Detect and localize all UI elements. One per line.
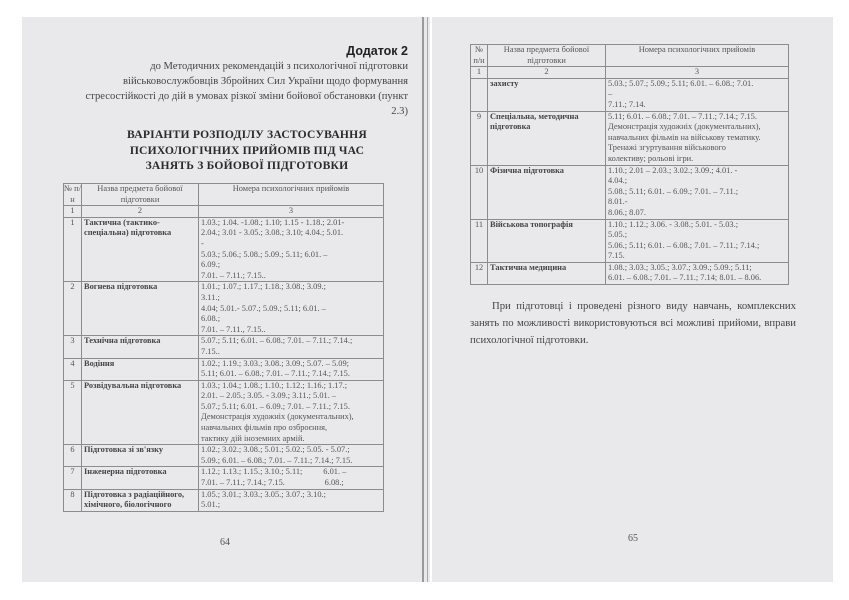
row-number: 6 [64, 445, 82, 467]
row-number: 4 [64, 358, 82, 380]
row-techniques: 1.02.; 3.02.; 3.08.; 5.01.; 5.02.; 5.05. - 5.07.; 5.09.; 6.01. – 6.08.; 7.01. – 7.11.; 7.14.; 7.15. [199, 445, 384, 467]
row-techniques: 5.03.; 5.07.; 5.09.; 5.11; 6.01. – 6.08.; 7.01. – 7.11.; 7.14. [606, 78, 789, 111]
document-title [82, 127, 412, 174]
row-subject: Підготовка з радіаційного, хімічного, біологічного [82, 489, 199, 511]
row-subject: захисту [488, 78, 606, 111]
row-number [471, 78, 488, 111]
title-line: ЗАНЯТЬ З БОЙОВОЇ ПІДГОТОВКИ [145, 159, 349, 172]
row-techniques: 1.03.; 1.04. -1.08.; 1.10; 1.15 - 1.18.; 2.01- 2.04.; 3.01 - 3.05.; 3.08.; 3.10; 4.04.; 5.01. - 5.03.; 5.06.; 5.08.; 5.09.; 5.11; 6.01. – 6.09.; 7.01. – 7.11.; 7.15.. [199, 217, 384, 282]
book-spine [422, 17, 424, 582]
row-techniques: 1.10.; 1.12.; 3.06. - 3.08.; 5.01. - 5.03.; 5.05.; 5.06.; 5.11; 6.01. – 6.08.; 7.01. – 7.11.; 7.14.; 7.15. [606, 219, 789, 262]
row-techniques: 1.02.; 1.19.; 3.03.; 3.08.; 3.09.; 5.07. – 5.09; 5.11; 6.01. – 6.08.; 7.01. – 7.11.; 7.14.; 7.15. [199, 358, 384, 380]
table-row [64, 217, 384, 282]
body-paragraph: При підготовці і проведені різного виду навчань, комплексних занять по можливості використовуються всі можливі прийоми, вправи психологічної підготовки. [470, 300, 796, 346]
header-techniques: Номера психологічних прийомів [606, 45, 789, 67]
table-row [64, 489, 384, 511]
row-techniques: 5.11; 6.01. – 6.08.; 7.01. – 7.11.; 7.14.; 7.15. Демонстрація художніх (документальних), навчальних фільмів на військову тематику. Тренажі згуртування військового колективу; рольові ігри. [606, 111, 789, 165]
row-number: 12 [471, 262, 488, 284]
row-number: 11 [471, 219, 488, 262]
title-line: ВАРІАНТИ РОЗПОДІЛУ ЗАСТОСУВАННЯ [127, 128, 367, 141]
row-techniques: 5.07.; 5.11; 6.01. – 6.08.; 7.01. – 7.11.; 7.14.; 7.15.. [199, 336, 384, 358]
book-spine-edge [427, 17, 428, 582]
row-number: 9 [471, 111, 488, 165]
index-cell: 2 [82, 206, 199, 218]
row-techniques: 1.05.; 3.01.; 3.03.; 3.05.; 3.07.; 3.10.; 5.01.; [199, 489, 384, 511]
row-number: 10 [471, 165, 488, 219]
table-row [64, 445, 384, 467]
row-subject: Військова топографія [488, 219, 606, 262]
row-subject: Підготовка зі зв'язку [82, 445, 199, 467]
table-index-row [64, 206, 384, 218]
row-number: 2 [64, 282, 82, 336]
row-subject: Фізична підготовка [488, 165, 606, 219]
header-subject: Назва предмета бойової підготовки [488, 45, 606, 67]
header-techniques: Номера психологічних прийомів [199, 184, 384, 206]
index-cell: 3 [606, 67, 789, 79]
title-line: ПСИХОЛОГІЧНИХ ПРИЙОМІВ ПІД ЧАС [129, 143, 365, 157]
row-number: 3 [64, 336, 82, 358]
page-number: 65 [628, 533, 638, 544]
appendix-title: Додаток 2 [346, 44, 408, 58]
table-row [471, 165, 789, 219]
row-techniques: 1.01.; 1.07.; 1.17.; 1.18.; 3.08.; 3.09.; 3.11.; 4.04; 5.01.- 5.07.; 5.09.; 5.11; 6.01. – 6.08.; 7.01. – 7.11., 7.15.. [199, 282, 384, 336]
row-number: 5 [64, 380, 82, 445]
page-right [432, 17, 833, 582]
row-subject: Водіння [82, 358, 199, 380]
header-number: № п/н [471, 45, 488, 67]
table-row [64, 336, 384, 358]
header-subject: Назва предмета бойової підготовки [82, 184, 199, 206]
appendix-subtitle: до Методичних рекомендацій з психологічної підготовки військовослужбовців Збройних Сил України щодо формування стресостійкості до дій в умовах різкої зміни бойової обстановки (пункт 2.3) [85, 61, 408, 117]
table-row [64, 358, 384, 380]
row-techniques: 1.03.; 1.04.; 1.08.; 1.10.; 1.12.; 1.16.; 1.17.; 2.01. – 2.05.; 3.05. - 3.09.; 3.11.; 5.01. – 5.07.; 5.11; 6.01. – 6.09.; 7.01. – 7.11.; 7.15. Демонстрація художніх (документальних), навчальних фільмів про озброєння, тактику дій іноземних армій. [199, 380, 384, 445]
row-subject: Розвідувальна підготовка [82, 380, 199, 445]
header-number: № п/н [64, 184, 82, 206]
index-cell: 3 [199, 206, 384, 218]
row-subject: Спеціальна, методична підготовка [488, 111, 606, 165]
techniques-table [63, 183, 384, 512]
table-header-row [64, 184, 384, 206]
index-cell: 1 [64, 206, 82, 218]
table-row [64, 380, 384, 445]
table-index-row [471, 67, 789, 79]
table-row [64, 282, 384, 336]
table-row [471, 262, 789, 284]
index-cell: 2 [488, 67, 606, 79]
row-number: 1 [64, 217, 82, 282]
row-number: 8 [64, 489, 82, 511]
page-number: 64 [220, 537, 230, 548]
row-number: 7 [64, 467, 82, 489]
table-row [471, 78, 789, 111]
index-cell: 1 [471, 67, 488, 79]
row-subject: Інженерна підготовка [82, 467, 199, 489]
row-techniques: 1.12.; 1.13.; 1.15.; 3.10.; 5.11; 6.01. – 7.01. – 7.11.; 7.14.; 7.15. 6.08.; [199, 467, 384, 489]
table-row [471, 219, 789, 262]
table-row [64, 467, 384, 489]
table-row [471, 111, 789, 165]
page-left [22, 17, 430, 582]
row-subject: Тактична медицина [488, 262, 606, 284]
row-subject: Тактична (тактико-спеціальна) підготовка [82, 217, 199, 282]
row-subject: Технічна підготовка [82, 336, 199, 358]
techniques-table-continued [470, 44, 789, 285]
row-techniques: 1.08.; 3.03.; 3.05.; 3.07.; 3.09.; 5.09.; 5.11; 6.01. – 6.08.; 7.01. – 7.11.; 7.14; 8.01. – 8.06. [606, 262, 789, 284]
row-techniques: 1.10.; 2.01 – 2.03.; 3.02.; 3.09.; 4.01. - 4.04.; 5.08.; 5.11; 6.01. – 6.09.; 7.01. – 7.11.; 8.01.- 8.06.; 8.07. [606, 165, 789, 219]
table-header-row [471, 45, 789, 67]
row-subject: Вогнева підготовка [82, 282, 199, 336]
